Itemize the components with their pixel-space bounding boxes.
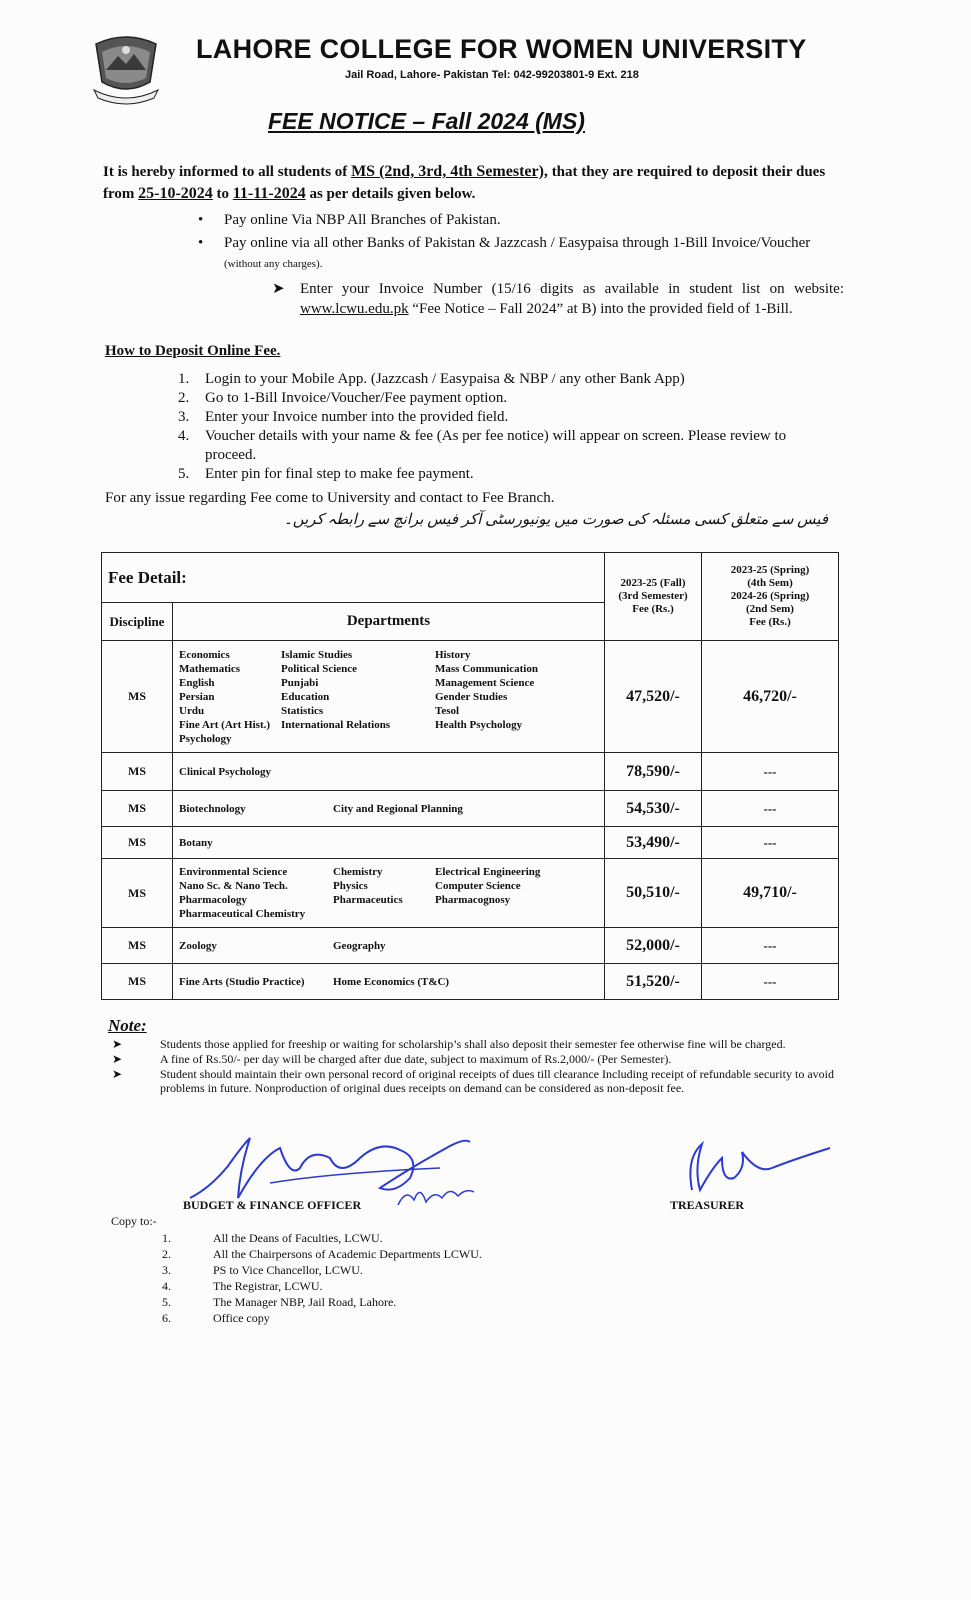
department-name: Chemistry bbox=[333, 866, 383, 878]
arrow-right-icon: ➤ bbox=[112, 1052, 123, 1066]
fee-fall-cell: 78,590/- bbox=[605, 753, 702, 791]
step-item bbox=[178, 408, 838, 427]
step-item bbox=[178, 465, 838, 484]
step-number: 4. bbox=[178, 428, 190, 444]
copy-to-item bbox=[162, 1294, 482, 1310]
fee-spring-header-line: Fee (Rs.) bbox=[749, 616, 791, 628]
department-name: Management Science bbox=[435, 676, 535, 689]
invoice-instruction-part1: Enter your Invoice Number (15/16 digits as available in student list on website: bbox=[300, 281, 844, 297]
department-name: Home Economics (T&C) bbox=[333, 975, 450, 988]
department-name: Psychology bbox=[179, 732, 232, 745]
fee-fall-header bbox=[605, 553, 702, 641]
payment-option-text: Pay online via all other Banks of Pakistan & Jazzcash / Easypaisa through 1-Bill Invoice/Voucher bbox=[224, 235, 811, 251]
copy-to-number: 2. bbox=[162, 1247, 171, 1261]
departments-cell bbox=[173, 859, 605, 928]
copy-to-number: 5. bbox=[162, 1295, 171, 1309]
fee-spring-cell: --- bbox=[702, 928, 839, 964]
intro-date-from: 25-10-2024 bbox=[138, 185, 213, 202]
university-name: LAHORE COLLEGE FOR WOMEN UNIVERSITY bbox=[196, 34, 807, 64]
intro-part1: It is hereby informed to all students of bbox=[103, 164, 352, 180]
step-text: Login to your Mobile App. (Jazzcash / Easypaisa & NBP / any other Bank App) bbox=[205, 371, 685, 387]
discipline-cell: MS bbox=[102, 827, 173, 859]
note-item bbox=[112, 1037, 834, 1051]
arrow-right-icon: ➤ bbox=[112, 1037, 123, 1051]
payment-option-note: (without any charges). bbox=[224, 258, 323, 270]
step-item bbox=[178, 389, 838, 408]
fee-row bbox=[102, 928, 839, 964]
copy-to-item bbox=[162, 1246, 482, 1262]
arrow-right-icon: ➤ bbox=[272, 281, 285, 297]
fee-fall-cell: 51,520/- bbox=[605, 964, 702, 1000]
departments-header: Departments bbox=[173, 603, 605, 641]
department-name: Political Science bbox=[281, 662, 358, 675]
university-logo bbox=[88, 30, 164, 106]
fee-detail-table bbox=[101, 552, 839, 1000]
fee-issue-text: For any issue regarding Fee come to University and contact to Fee Branch. bbox=[105, 490, 555, 506]
fee-spring-cell: --- bbox=[702, 827, 839, 859]
step-number: 5. bbox=[178, 466, 190, 482]
step-text: Enter pin for final step to make fee payment. bbox=[205, 466, 474, 482]
discipline-header: Discipline bbox=[102, 603, 173, 641]
step-text: Go to 1-Bill Invoice/Voucher/Fee payment option. bbox=[205, 390, 508, 406]
step-number: 1. bbox=[178, 371, 190, 387]
bullet-icon: • bbox=[198, 235, 204, 251]
urdu-fee-issue-text: فیس سے متعلق کسی مسئلہ کی صورت میں یونیورسٹی آکر فیس برانچ سے رابطہ کریں۔ bbox=[283, 512, 828, 528]
discipline-cell: MS bbox=[102, 859, 173, 928]
copy-to-text: PS to Vice Chancellor, LCWU. bbox=[213, 1263, 363, 1277]
copy-to-item bbox=[162, 1278, 482, 1294]
budget-finance-officer-title: BUDGET & FINANCE OFFICER bbox=[183, 1198, 362, 1212]
step-item bbox=[178, 427, 838, 465]
fee-row bbox=[102, 859, 839, 928]
department-name: Education bbox=[281, 690, 330, 703]
discipline-cell: MS bbox=[102, 791, 173, 827]
fee-spring-cell: 46,720/- bbox=[702, 641, 839, 753]
fee-fall-cell: 53,490/- bbox=[605, 827, 702, 859]
copy-to-text: The Manager NBP, Jail Road, Lahore. bbox=[213, 1295, 397, 1309]
department-name: Fine Arts (Studio Practice) bbox=[179, 975, 305, 988]
fee-row bbox=[102, 827, 839, 859]
note-text: Student should maintain their own personal record of original receipts of dues till clearance Including receipt of refundable security to avoid problems in future. Nonproduction of original dues receipts on demand can be considered as non-deposit fee. bbox=[160, 1067, 834, 1095]
intro-date-to: 11-11-2024 bbox=[232, 185, 306, 202]
department-name: Pharmacology bbox=[179, 894, 247, 906]
departments-cell bbox=[173, 928, 605, 964]
step-text: Voucher details with your name & fee (As per fee notice) will appear on screen. Please review to proceed. bbox=[205, 428, 787, 463]
initials-signature bbox=[396, 1180, 476, 1210]
copy-to-number: 3. bbox=[162, 1263, 171, 1277]
copy-to-number: 4. bbox=[162, 1279, 171, 1293]
copy-to-text: Office copy bbox=[213, 1311, 270, 1325]
fee-row bbox=[102, 753, 839, 791]
note-item bbox=[112, 1052, 834, 1066]
intro-paragraph bbox=[103, 161, 843, 205]
fee-fall-cell: 47,520/- bbox=[605, 641, 702, 753]
website-link[interactable]: www.lcwu.edu.pk bbox=[300, 301, 409, 317]
department-name: Physics bbox=[333, 880, 368, 892]
payment-options bbox=[196, 210, 846, 277]
fee-spring-header-line: (2nd Sem) bbox=[746, 603, 794, 615]
discipline-cell: MS bbox=[102, 928, 173, 964]
department-name: Fine Art (Art Hist.) bbox=[179, 718, 271, 731]
departments-cell bbox=[173, 641, 605, 753]
copy-to-item bbox=[162, 1262, 482, 1278]
copy-to-text: All the Chairpersons of Academic Departments LCWU. bbox=[213, 1247, 482, 1261]
step-number: 3. bbox=[178, 409, 190, 425]
fee-spring-header-line: 2023-25 (Spring) bbox=[730, 564, 810, 576]
payment-option bbox=[196, 210, 846, 230]
intro-part4: as per details given below. bbox=[305, 186, 476, 202]
university-address: Jail Road, Lahore- Pakistan Tel: 042-99203801-9 Ext. 218 bbox=[345, 69, 639, 81]
treasurer-title: TREASURER bbox=[670, 1198, 745, 1212]
departments-cell bbox=[173, 964, 605, 1000]
arrow-right-icon: ➤ bbox=[112, 1067, 123, 1081]
department-name: Biotechnology bbox=[179, 802, 246, 815]
treasurer-signature bbox=[672, 1138, 832, 1196]
department-name: Economics bbox=[179, 648, 230, 661]
step-item bbox=[178, 370, 838, 389]
department-name: Botany bbox=[179, 836, 213, 849]
department-name: Electrical Engineering bbox=[435, 866, 541, 878]
department-name: Tesol bbox=[435, 704, 460, 717]
fee-spring-header-line: (4th Sem) bbox=[747, 577, 793, 589]
payment-option-text: Pay online Via NBP All Branches of Pakistan. bbox=[224, 212, 501, 228]
department-name: Zoology bbox=[179, 939, 217, 952]
invoice-instruction bbox=[272, 279, 844, 319]
note-list bbox=[112, 1037, 834, 1096]
department-name: Nano Sc. & Nano Tech. bbox=[179, 880, 288, 892]
fee-spring-cell: --- bbox=[702, 791, 839, 827]
bullet-icon: • bbox=[198, 212, 204, 228]
fee-fall-cell: 54,530/- bbox=[605, 791, 702, 827]
department-name: Pharmaceutical Chemistry bbox=[179, 908, 306, 920]
fee-detail-title: Fee Detail: bbox=[102, 553, 605, 603]
departments-grid bbox=[179, 759, 598, 785]
department-name: City and Regional Planning bbox=[333, 802, 463, 815]
departments-grid bbox=[179, 830, 598, 856]
notice-title: FEE NOTICE – Fall 2024 (MS) bbox=[268, 108, 585, 134]
payment-option bbox=[196, 233, 846, 274]
department-name: Clinical Psychology bbox=[179, 765, 271, 778]
copy-to-item bbox=[162, 1310, 482, 1326]
step-text: Enter your Invoice number into the provided field. bbox=[205, 409, 509, 425]
department-name: Persian bbox=[179, 690, 215, 703]
department-name: Punjabi bbox=[281, 676, 319, 689]
departments-cell bbox=[173, 753, 605, 791]
fee-spring-header-line: 2024-26 (Spring) bbox=[730, 590, 810, 602]
copy-to-label: Copy to:- bbox=[111, 1214, 157, 1228]
note-item bbox=[112, 1067, 834, 1095]
department-name: Mass Communication bbox=[435, 662, 538, 675]
department-name: Gender Studies bbox=[435, 690, 508, 703]
howto-title: How to Deposit Online Fee. bbox=[105, 343, 281, 359]
department-name: Islamic Studies bbox=[281, 648, 353, 661]
fee-spring-cell: 49,710/- bbox=[702, 859, 839, 928]
department-name: Pharmacognosy bbox=[435, 894, 511, 906]
departments-grid bbox=[179, 796, 598, 822]
discipline-cell: MS bbox=[102, 753, 173, 791]
fee-fall-cell: 52,000/- bbox=[605, 928, 702, 964]
discipline-cell: MS bbox=[102, 641, 173, 753]
department-name: History bbox=[435, 648, 471, 661]
department-name: Statistics bbox=[281, 704, 324, 717]
intro-part3: to bbox=[212, 186, 233, 202]
department-name: Geography bbox=[333, 939, 386, 952]
copy-to-item bbox=[162, 1230, 482, 1246]
step-number: 2. bbox=[178, 390, 190, 406]
invoice-instruction-part2: “Fee Notice – Fall 2024” at B) into the provided field of 1-Bill. bbox=[408, 301, 793, 317]
departments-grid bbox=[179, 969, 598, 995]
copy-to-text: All the Deans of Faculties, LCWU. bbox=[213, 1231, 383, 1245]
copy-to-number: 6. bbox=[162, 1311, 171, 1325]
intro-part2: that they are required to deposit their dues from bbox=[103, 164, 826, 202]
department-name: Environmental Science bbox=[179, 866, 288, 878]
fee-fall-header-line: 2023-25 (Fall) bbox=[620, 577, 686, 589]
fee-fall-cell: 50,510/- bbox=[605, 859, 702, 928]
department-name: Urdu bbox=[179, 704, 205, 717]
fee-fall-header-line: Fee (Rs.) bbox=[632, 603, 674, 615]
department-name: Health Psychology bbox=[435, 718, 523, 731]
fee-row bbox=[102, 641, 839, 753]
fee-spring-cell: --- bbox=[702, 753, 839, 791]
fee-fall-header-line: (3rd Semester) bbox=[618, 590, 688, 602]
departments-grid bbox=[179, 642, 598, 752]
departments-grid bbox=[179, 933, 598, 959]
departments-cell bbox=[173, 827, 605, 859]
fee-row bbox=[102, 791, 839, 827]
howto-steps bbox=[178, 370, 838, 484]
fee-row bbox=[102, 964, 839, 1000]
department-name: Mathematics bbox=[179, 662, 241, 675]
fee-spring-cell: --- bbox=[702, 964, 839, 1000]
discipline-cell: MS bbox=[102, 964, 173, 1000]
copy-to-list bbox=[162, 1230, 482, 1326]
departments-cell bbox=[173, 791, 605, 827]
department-name: Computer Science bbox=[435, 880, 521, 892]
fee-spring-header bbox=[702, 553, 839, 641]
department-name: Pharmaceutics bbox=[333, 894, 403, 906]
department-name: English bbox=[179, 676, 215, 689]
note-text: Students those applied for freeship or waiting for scholarship’s shall also deposit their semester fee otherwise fine will be charged. bbox=[160, 1037, 786, 1051]
note-title: Note: bbox=[108, 1016, 147, 1035]
departments-grid bbox=[179, 859, 598, 927]
copy-to-text: The Registrar, LCWU. bbox=[213, 1279, 323, 1293]
intro-program: MS (2nd, 3rd, 4th Semester), bbox=[351, 163, 548, 180]
department-name: International Relations bbox=[281, 718, 391, 731]
note-text: A fine of Rs.50/- per day will be charged after due date, subject to maximum of Rs.2,000/- (Per Semester). bbox=[160, 1052, 672, 1066]
copy-to-number: 1. bbox=[162, 1231, 171, 1245]
